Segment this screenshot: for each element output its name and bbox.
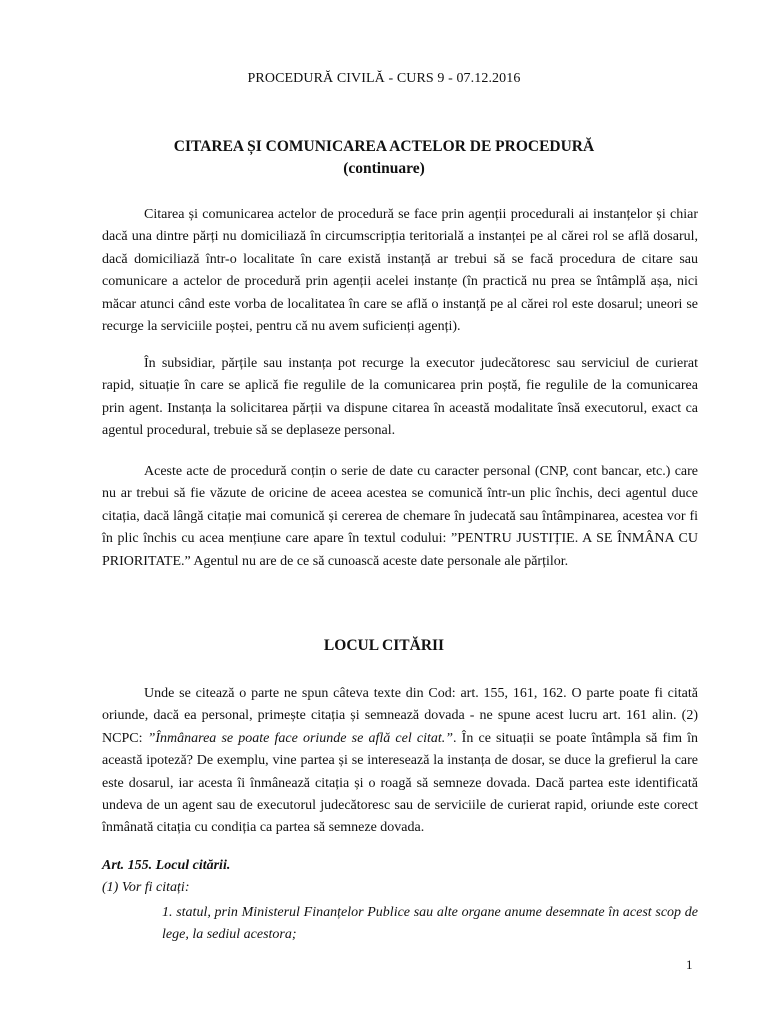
paragraph-locul-citarii [102, 683, 698, 840]
para-text-after-quote: . În ce situații se poate întâmpla să fim în această ipoteză? De exemplu, vine partea și se interesează la instanța de dosar, se duce la grefierul la care este dosarul, iar acesta îi înmânează citația și o roagă să semneze dovada. Dacă partea este identificată undeva de un agent sau de executorul judecătoresc sau de serviciile de curierat rapid, oriunde este corect înmânată citația cu condiția ca partea să semneze dovada. [102, 730, 698, 836]
section-heading-locul-citarii: LOCUL CITĂRII [323, 637, 445, 654]
article-subtitle: (1) Vor fi citați: [102, 880, 190, 895]
course-header: PROCEDURĂ CIVILĂ - CURS 9 - 07.12.2016 [247, 71, 521, 86]
paragraph-1: Citarea și comunicarea actelor de procedură se face prin agenții procedurali ai instanțelor și chiar dacă una dintre părți nu domiciliază în circumscripția teritorială a instanței pe al cărei rol se află dosarul, dacă domiciliază într-o localitate în care există instanță ar trebui să se facă procedura de citare sau comunicare a actelor de procedură prin agenții acelei instanțe (în practică nu prea se întâmplă așa, nici măcar atunci când este vorba de localitatea în care se află o instanță pe al cărei rol este dosarul; uneori se recurge la serviciile poștei, pentru că nu avem suficienți agenți). [102, 207, 698, 335]
page-number: 1 [686, 957, 693, 972]
title-main: CITAREA ȘI COMUNICAREA ACTELOR DE PROCEDURĂ [173, 138, 595, 155]
article-title: Art. 155. Locul citării. [102, 858, 231, 873]
article-item-1: 1. statul, prin Ministerul Finanțelor Publice sau alte organe anume desemnate în acest scop de lege, la sediul acestora; [162, 905, 698, 943]
para-text-before-quote: Unde se citează o parte ne spun câteva texte din Cod: art. 155, 161, 162. O parte poate fi citată oriunde, dacă ea personal, primește citația și semnează dovada - ne spune acest lucru art. 161 alin. (2) NCPC: [102, 686, 698, 746]
code-quote: ”Înmânarea se poate face oriunde se află cel citat.” [147, 730, 454, 746]
paragraph-3: Aceste acte de procedură conțin o serie de date cu caracter personal (CNP, cont bancar, etc.) care nu ar trebui să fie văzute de oricine de aceea acestea se comunică într-un plic închis, deci agentul duce citația, dacă lângă citație mai comunică și cererea de chemare în judecată sau întâmpinarea, acestea vor fi în plic închis cu acea mențiune care apare în textul codului: ”PENTRU JUSTIȚIE. A SE ÎNMÂNA CU PRIORITATE.” Agentul nu are de ce să cunoască aceste date personale ale părților. [102, 464, 698, 569]
title-sub: (continuare) [343, 160, 425, 177]
document-title [0, 136, 768, 180]
paragraph-2: În subsidiar, părțile sau instanța pot recurge la executor judecătoresc sau serviciul de curierat rapid, situație în care se aplică fie regulile de la comunicarea prin poștă, fie regulile de la comunicarea prin agent. Instanța la solicitarea părții va dispune citarea în această modalitate însă executorul, exact ca agentul procedural, trebuie să se deplaseze personal. [102, 356, 698, 439]
